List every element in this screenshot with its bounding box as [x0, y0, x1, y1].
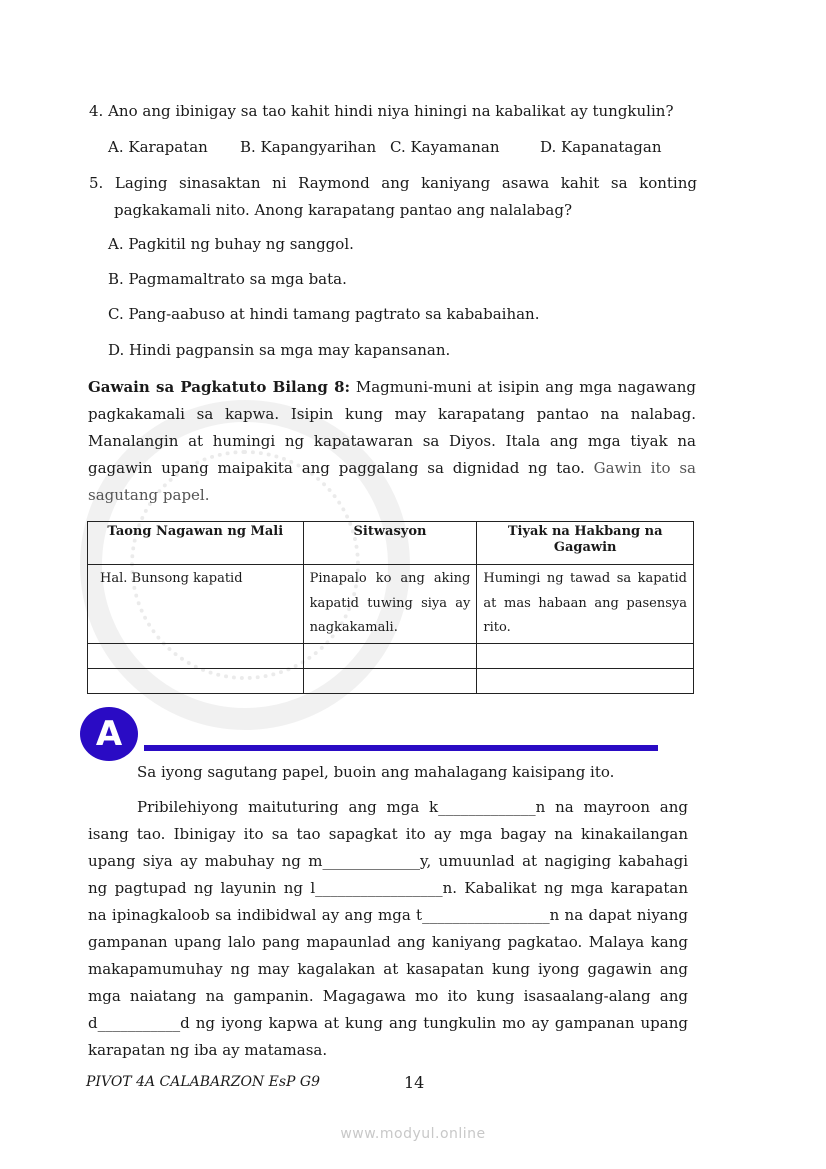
question-4: 4. Ano ang ibinigay sa tao kahit hindi niya hiningi na kabalikat ay tungkulin?	[89, 102, 674, 120]
table-row	[88, 644, 694, 669]
paragraph-line-2: isang tao. Ibinigay ito sa tao sapagkat ito ay mga bagay na kinakailangan	[88, 825, 688, 843]
question-5-line1: 5. Laging sinasaktan ni Raymond ang kaniyang asawa kahit sa konting	[89, 174, 697, 192]
q5-option-c: C. Pang-aabuso at hindi tamang pagtrato sa kababaihan.	[108, 305, 540, 323]
q4-option-d: D. Kapanatagan	[540, 138, 662, 156]
gawain-line4	[88, 459, 696, 477]
q5-option-d: D. Hindi pagpansin sa mga may kapansanan.	[108, 341, 451, 359]
header-hakbang: Tiyak na Hakbang na Gagawin	[477, 522, 694, 565]
q4-option-c: C. Kayamanan	[390, 138, 500, 156]
gawain-line1	[88, 378, 696, 396]
paragraph-line-3: upang siya ay mabuhay ng m_____________y, umuunlad at nagiging kabahagi	[88, 852, 688, 870]
question-5-line2: pagkakamali nito. Anong karapatang pantao ang nalalabag?	[114, 201, 572, 219]
paragraph-line-7: makapamumuhay ng may kagalakan at kasapatan kung iyong gagawin ang	[88, 960, 688, 978]
gawain-line2: pagkakamali sa kapwa. Isipin kung may karapatang pantao na nalabag.	[88, 405, 696, 423]
section-divider-bar	[144, 745, 658, 751]
gawain-line4-a: gagawin upang maipakita ang paggalang sa dignidad ng tao.	[88, 459, 585, 477]
paragraph-line-1: Pribilehiyong maituturing ang mga k_____________n na mayroon ang	[137, 798, 688, 816]
paragraph-line-8: mga naiatang na gampanin. Magagawa mo ito kung isasaalang-alang ang	[88, 987, 688, 1005]
header-sitwasyon: Sitwasyon	[303, 522, 477, 565]
q4-option-a: A. Karapatan	[108, 138, 208, 156]
table-row	[88, 565, 694, 644]
cell-example-step: Humingi ng tawad sa kapatid at mas habaan ang pasensya rito.	[477, 565, 694, 644]
cell-example-person: Hal. Bunsong kapatid	[88, 565, 304, 644]
q4-option-b: B. Kapangyarihan	[240, 138, 377, 156]
paragraph-line-6: gampanan upang lalo pang mapaunlad ang kaniyang pagkatao. Malaya kang	[88, 933, 688, 951]
gawain-line3: Manalangin at humingi ng kapatawaran sa Diyos. Itala ang mga tiyak na	[88, 432, 696, 450]
activity-table	[87, 521, 694, 694]
site-watermark: www.modyul.online	[340, 1126, 486, 1142]
footer-label: PIVOT 4A CALABARZON EsP G9	[86, 1074, 320, 1090]
gawain-line4-b: Gawin ito sa	[593, 459, 696, 477]
section-a-instruction: Sa iyong sagutang papel, buoin ang mahalagang kaisipang ito.	[137, 763, 615, 781]
paragraph-line-5: na ipinagkaloob sa indibidwal ay ang mga t_________________n na dapat niyang	[88, 906, 688, 924]
header-taong-nagawan: Taong Nagawan ng Mali	[88, 522, 304, 565]
q5-option-a: A. Pagkitil ng buhay ng sanggol.	[108, 235, 354, 253]
paragraph-line-4: ng pagtupad ng layunin ng l_________________n. Kabalikat ng mga karapatan	[88, 879, 688, 897]
paragraph-line-9: d___________d ng iyong kapwa at kung ang tungkulin mo ay gampanan upang	[88, 1014, 688, 1032]
q5-option-b: B. Pagmamaltrato sa mga bata.	[108, 270, 347, 288]
section-a-badge: A	[80, 707, 138, 761]
paragraph-line-10: karapatan ng iba ay matamasa.	[88, 1041, 328, 1059]
page-number: 14	[404, 1073, 425, 1092]
table-header-row	[88, 522, 694, 565]
cell-example-situation: Pinapalo ko ang aking kapatid tuwing siya ay nagkakamali.	[303, 565, 477, 644]
gawain-line5: sagutang papel.	[88, 486, 210, 504]
gawain-heading: Gawain sa Pagkatuto Bilang 8:	[88, 378, 351, 396]
gawain-line1-text: Magmuni-muni at isipin ang mga nagawang	[355, 378, 696, 396]
table-row	[88, 669, 694, 694]
